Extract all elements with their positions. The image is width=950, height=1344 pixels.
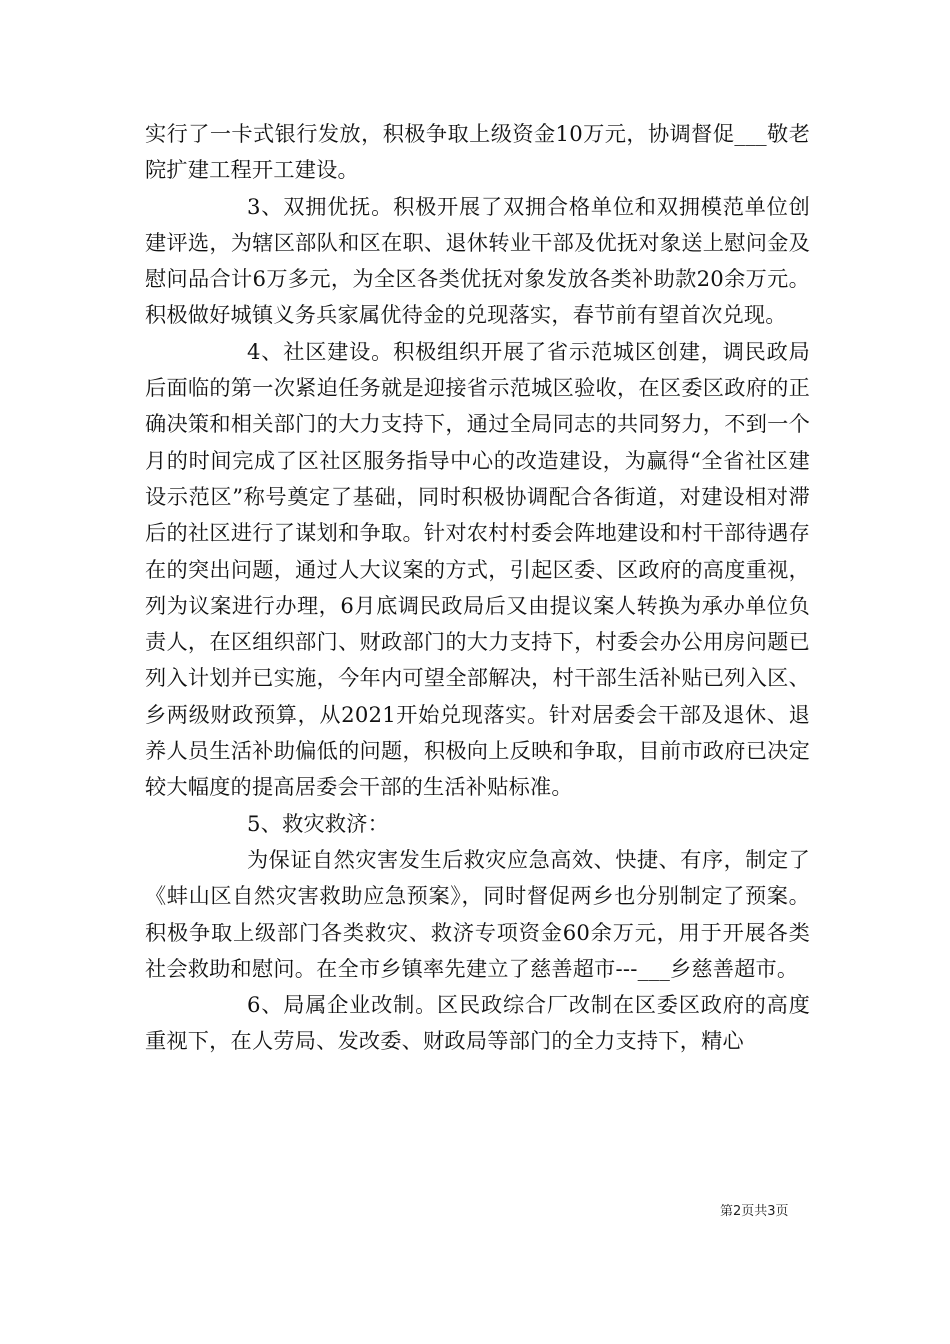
body-text [145, 116, 810, 1060]
paragraph-disaster-relief-heading: 5、救灾救济： [247, 810, 390, 836]
paragraph-community-building: 4、社区建设。积极组织开展了省示范城区创建，调民政局后面临的第一次紧迫任务就是迎接省示范城区验收，在区委区政府的正确决策和相关部门的大力支持下，通过全局同志的共同努力，不到一个月的时间完成了区社区服务指导中心的改造建设，为赢得“全省社区建设示范区”称号奠定了基础，同时积极协调配合各街道，对建设相对滞后的社区进行了谋划和争取。针对农村村委会阵地建设和村干部待遇存在的突出问题，通过人大议案的方式，引起区委、区政府的高度重视，列为议案进行办理，6月底调民政局后又由提议案人转换为承办单位负责人，在区组织部门、财政部门的大力支持下，村委会办公用房问题已列入计划并已实施，今年内可望全部解决，村干部生活补贴已列入区、乡两级财政预算，从2021开始兑现落实。针对居委会干部及退休、退养人员生活补助偏低的问题，积极向上反映和争取，目前市政府已决定较大幅度的提高居委会干部的生活补贴标准。 [145, 338, 810, 800]
paragraph-continued: 实行了一卡式银行发放，积极争取上级资金10万元，协调督促___敬老院扩建工程开工建设。 [145, 121, 810, 183]
paragraph-double-support: 3、双拥优抚。积极开展了双拥合格单位和双拥模范单位创建评选，为辖区部队和区在职、退休转业干部及优抚对象送上慰问金及慰问品合计6万多元，为全区各类优抚对象发放各类补助款20余万元。积极做好城镇义务兵家属优待金的兑现落实，春节前有望首次兑现。 [145, 193, 810, 328]
page-number-footer: 第2页共3页 [720, 1204, 789, 1219]
paragraph-enterprise-reform: 6、局属企业改制。区民政综合厂改制在区委区政府的高度重视下，在人劳局、发改委、财政局等部门的全力支持下，精心 [145, 992, 810, 1054]
paragraph-disaster-relief: 为保证自然灾害发生后救灾应急高效、快捷、有序，制定了《蚌山区自然灾害救助应急预案》，同时督促两乡也分别制定了预案。积极争取上级部门各类救灾、救济专项资金60余万元，用于开展各类社会救助和慰问。在全市乡镇率先建立了慈善超市---___乡慈善超市。 [145, 846, 810, 981]
